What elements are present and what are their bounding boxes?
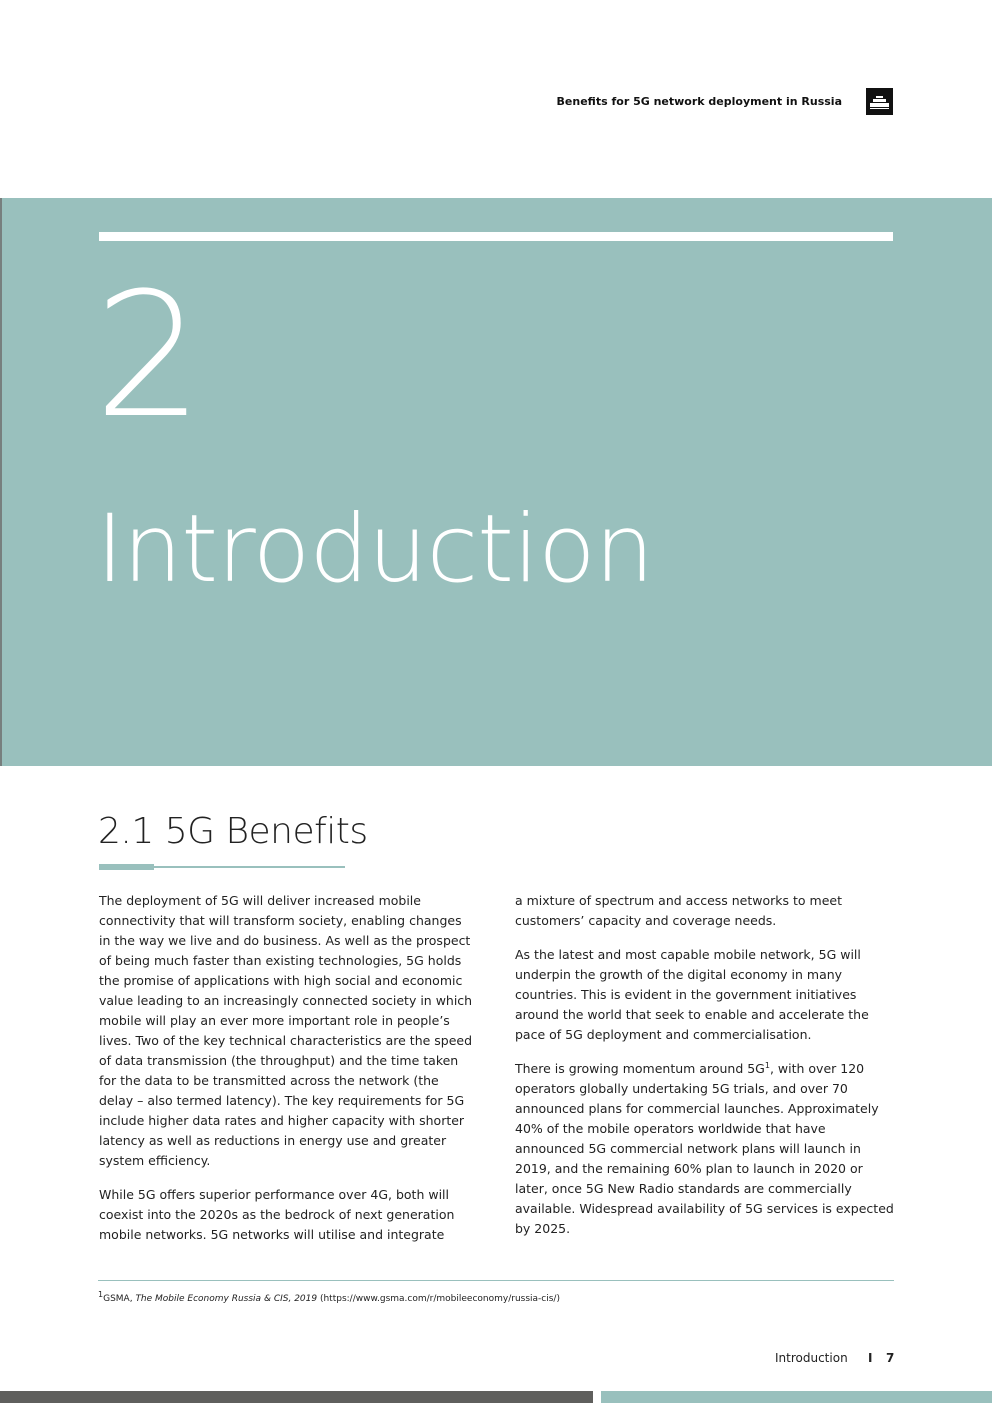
paragraph: a mixture of spectrum and access networks to meet customers’ capacity and coverage needs. bbox=[515, 893, 842, 928]
footer-section-label: Introduction bbox=[775, 1351, 848, 1365]
paragraph: While 5G offers superior performance over 4G, both will coexist into the 2020s as the bedrock of next generation mobile networks. 5G networks will utilise and integrate bbox=[99, 1187, 455, 1242]
footnote-marker: 1 bbox=[98, 1290, 104, 1299]
footnote bbox=[98, 1292, 560, 1306]
footer-separator: I bbox=[868, 1351, 873, 1365]
section-underline-accent bbox=[99, 864, 154, 870]
footnote-divider bbox=[98, 1280, 894, 1281]
paragraph: As the latest and most capable mobile network, 5G will underpin the growth of the digital economy in many countries. This is evident in the government initiatives around the world that seek to enable and accelerate the pace of 5G deployment and commercialisation. bbox=[515, 947, 869, 1042]
footer-bar-dark bbox=[0, 1391, 593, 1403]
paragraph: The deployment of 5G will deliver increased mobile connectivity that will transform society, enabling changes in the way we live and do business. As well as the prospect of being much faster than existing technologies, 5G holds the promise of applications with high social and economic value leading to an increasingly connected society in which mobile will play an ever more important role in people’s lives. Two of the key technical characteristics are the speed of data transmission (the throughput) and the time taken for the data to be transmitted across the network (the delay – also termed latency). The key requirements for 5G include higher data rates and higher capacity with shorter latency as well as reductions in energy use and greater system efficiency. bbox=[99, 893, 473, 1168]
chapter-title: Introduction bbox=[96, 495, 654, 604]
chapter-number: 2 bbox=[94, 255, 200, 456]
paragraph-text: , with over 120 operators globally undertaking 5G trials, and over 70 announced plans for commercial launches. Approximately 40% of the mobile operators worldwide that have announced 5G commercial network plans will launch in 2019, and the remaining 60% plan to launch in 2020 or later, once 5G New Radio standards are commercially available. Widespread availability of 5G services is expected by 2025. bbox=[515, 1061, 894, 1236]
footnote-source: GSMA, bbox=[103, 1294, 136, 1304]
page-number: 7 bbox=[886, 1351, 895, 1365]
footer-bar-teal bbox=[601, 1391, 992, 1403]
paragraph bbox=[515, 1059, 895, 1239]
hero-edge-shadow bbox=[0, 198, 2, 766]
footnote-reference[interactable]: 1 bbox=[764, 1060, 770, 1070]
report-logo-icon bbox=[866, 88, 893, 115]
running-header-title: Benefits for 5G network deployment in Russia bbox=[556, 95, 842, 108]
footnote-publication: The Mobile Economy Russia & CIS, 2019 bbox=[135, 1294, 318, 1304]
hero-divider bbox=[99, 232, 893, 241]
footnote-url[interactable]: (https://www.gsma.com/r/mobileeconomy/russia-cis/) bbox=[317, 1294, 560, 1304]
body-column-left bbox=[99, 891, 475, 1245]
section-heading: 2.1 5G Benefits bbox=[98, 811, 368, 852]
body-column-right bbox=[515, 891, 895, 1239]
paragraph-text: There is growing momentum around 5G bbox=[515, 1061, 765, 1076]
